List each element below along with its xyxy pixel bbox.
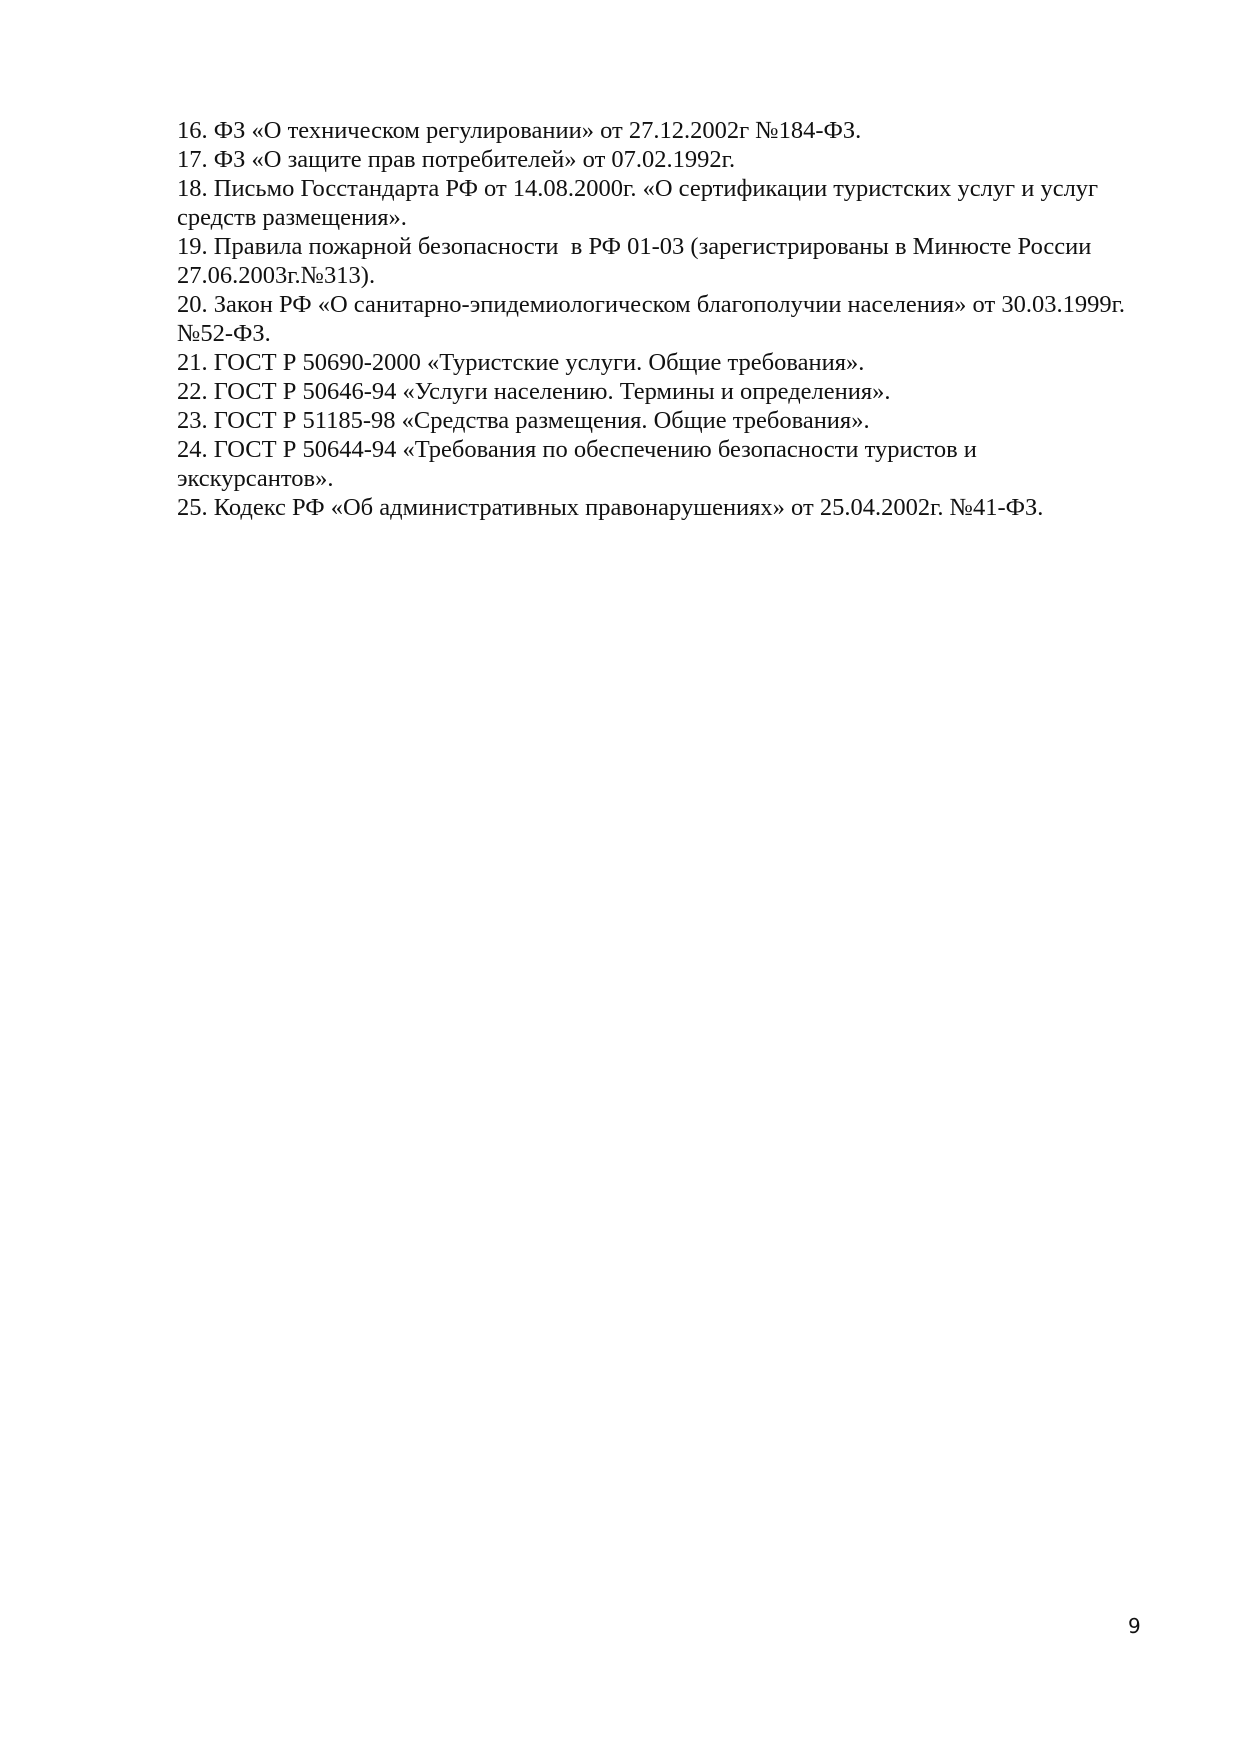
reference-text-continuation: 27.06.2003г.№313).: [177, 262, 376, 289]
reference-list: [177, 116, 1167, 522]
reference-item: [177, 116, 1167, 145]
reference-text: 18. Письмо Госстандарта РФ от 14.08.2000г. «О сертификации туристских услуг и услуг: [177, 175, 1099, 202]
reference-item: [177, 406, 1167, 435]
reference-text: 23. ГОСТ Р 51185-98 «Средства размещения. Общие требования».: [177, 407, 870, 434]
reference-text: 19. Правила пожарной безопасности в РФ 01-03 (зарегистрированы в Минюсте России: [177, 233, 1092, 260]
reference-item: [177, 377, 1167, 406]
reference-text-continuation: средств размещения».: [177, 204, 407, 231]
reference-item: [177, 174, 1167, 232]
reference-item: [177, 435, 1167, 493]
reference-item: [177, 348, 1167, 377]
reference-item: [177, 145, 1167, 174]
reference-text: 16. ФЗ «О техническом регулировании» от 27.12.2002г №184-ФЗ.: [177, 117, 862, 144]
reference-item: [177, 493, 1167, 522]
reference-text-continuation: экскурсантов».: [177, 465, 334, 492]
reference-text-continuation: №52-ФЗ.: [177, 320, 271, 347]
reference-item: [177, 232, 1167, 290]
reference-text: 24. ГОСТ Р 50644-94 «Требования по обеспечению безопасности туристов и: [177, 436, 977, 463]
reference-text: 22. ГОСТ Р 50646-94 «Услуги населению. Термины и определения».: [177, 378, 891, 405]
page-number: 9: [1128, 1614, 1141, 1638]
reference-text: 17. ФЗ «О защите прав потребителей» от 07.02.1992г.: [177, 146, 736, 173]
reference-item: [177, 290, 1167, 348]
reference-text: 25. Кодекс РФ «Об административных правонарушениях» от 25.04.2002г. №41-ФЗ.: [177, 494, 1044, 521]
reference-text: 20. Закон РФ «О санитарно-эпидемиологическом благополучии населения» от 30.03.1999г.: [177, 291, 1125, 318]
reference-text: 21. ГОСТ Р 50690-2000 «Туристские услуги. Общие требования».: [177, 349, 865, 376]
